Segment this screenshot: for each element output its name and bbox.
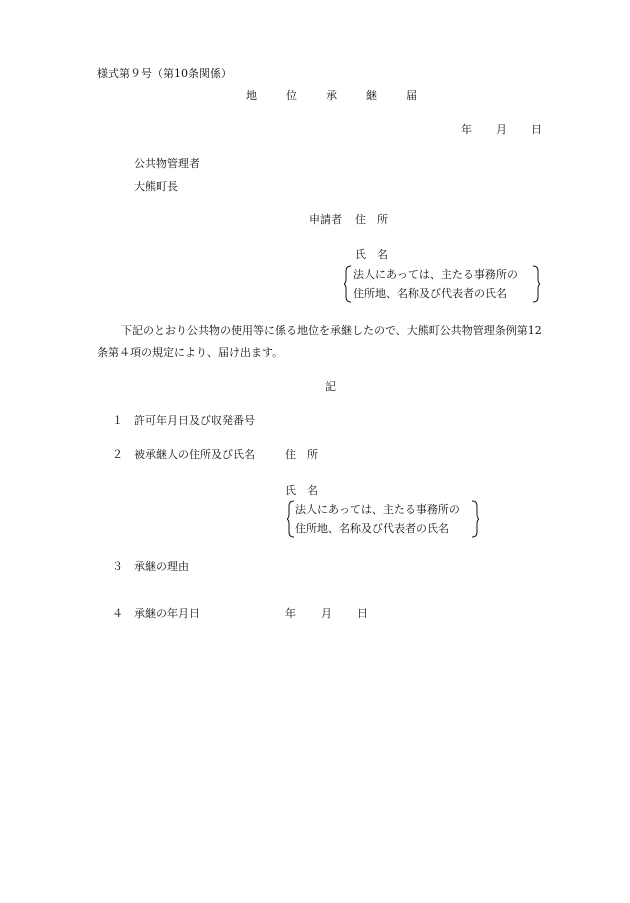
title-char-3: 承 xyxy=(326,89,337,102)
item-2-corp-note-line2: 住所地、名称及び代表者の氏名 xyxy=(295,522,449,535)
item-2-address-label: 住 所 xyxy=(285,448,318,461)
date-month-label: 月 xyxy=(496,123,507,136)
applicant-address-label: 住 所 xyxy=(355,213,388,226)
addressee-line2: 大熊町長 xyxy=(134,180,178,193)
form-number: 様式第９号（第10条関係） xyxy=(97,67,232,80)
body-text-line2: 条第４項の規定により、届け出ます。 xyxy=(97,346,284,359)
item-2-name-label: 氏 名 xyxy=(285,484,318,497)
item-4-number: ４ xyxy=(112,607,123,620)
title-char-1: 地 xyxy=(246,89,257,102)
item-3-number: ３ xyxy=(112,560,123,573)
item-4-year-label: 年 xyxy=(285,607,296,620)
applicant-corp-note xyxy=(344,265,540,303)
date-year-label: 年 xyxy=(461,123,472,136)
item-1-label: 許可年月日及び収発番号 xyxy=(134,414,255,427)
addressee-line1: 公共物管理者 xyxy=(134,157,200,170)
item-2-number: ２ xyxy=(112,448,123,461)
title-char-2: 位 xyxy=(286,89,297,102)
item-4-month-label: 月 xyxy=(321,607,332,620)
item-2-label: 被承継人の住所及び氏名 xyxy=(134,448,255,461)
ki-heading: 記 xyxy=(325,380,336,393)
item-2-corp-note xyxy=(287,500,479,538)
item-1-number: １ xyxy=(112,414,123,427)
applicant-label: 申請者 xyxy=(309,213,342,226)
applicant-name-label: 氏 名 xyxy=(355,248,388,261)
applicant-corp-note-line2: 住所地、名称及び代表者の氏名 xyxy=(353,287,507,300)
item-4-label: 承継の年月日 xyxy=(134,607,200,620)
item-4-day-label: 日 xyxy=(357,607,368,620)
body-text-line1: 下記のとおり公共物の使用等に係る地位を承継したので、大熊町公共物管理条例第12 xyxy=(121,324,542,337)
item-3-label: 承継の理由 xyxy=(134,560,189,573)
applicant-corp-note-line1: 法人にあっては、主たる事務所の xyxy=(353,268,518,281)
title-char-5: 届 xyxy=(406,89,417,102)
item-2-corp-note-line1: 法人にあっては、主たる事務所の xyxy=(295,503,460,516)
title-char-4: 継 xyxy=(366,89,377,102)
date-day-label: 日 xyxy=(531,123,542,136)
